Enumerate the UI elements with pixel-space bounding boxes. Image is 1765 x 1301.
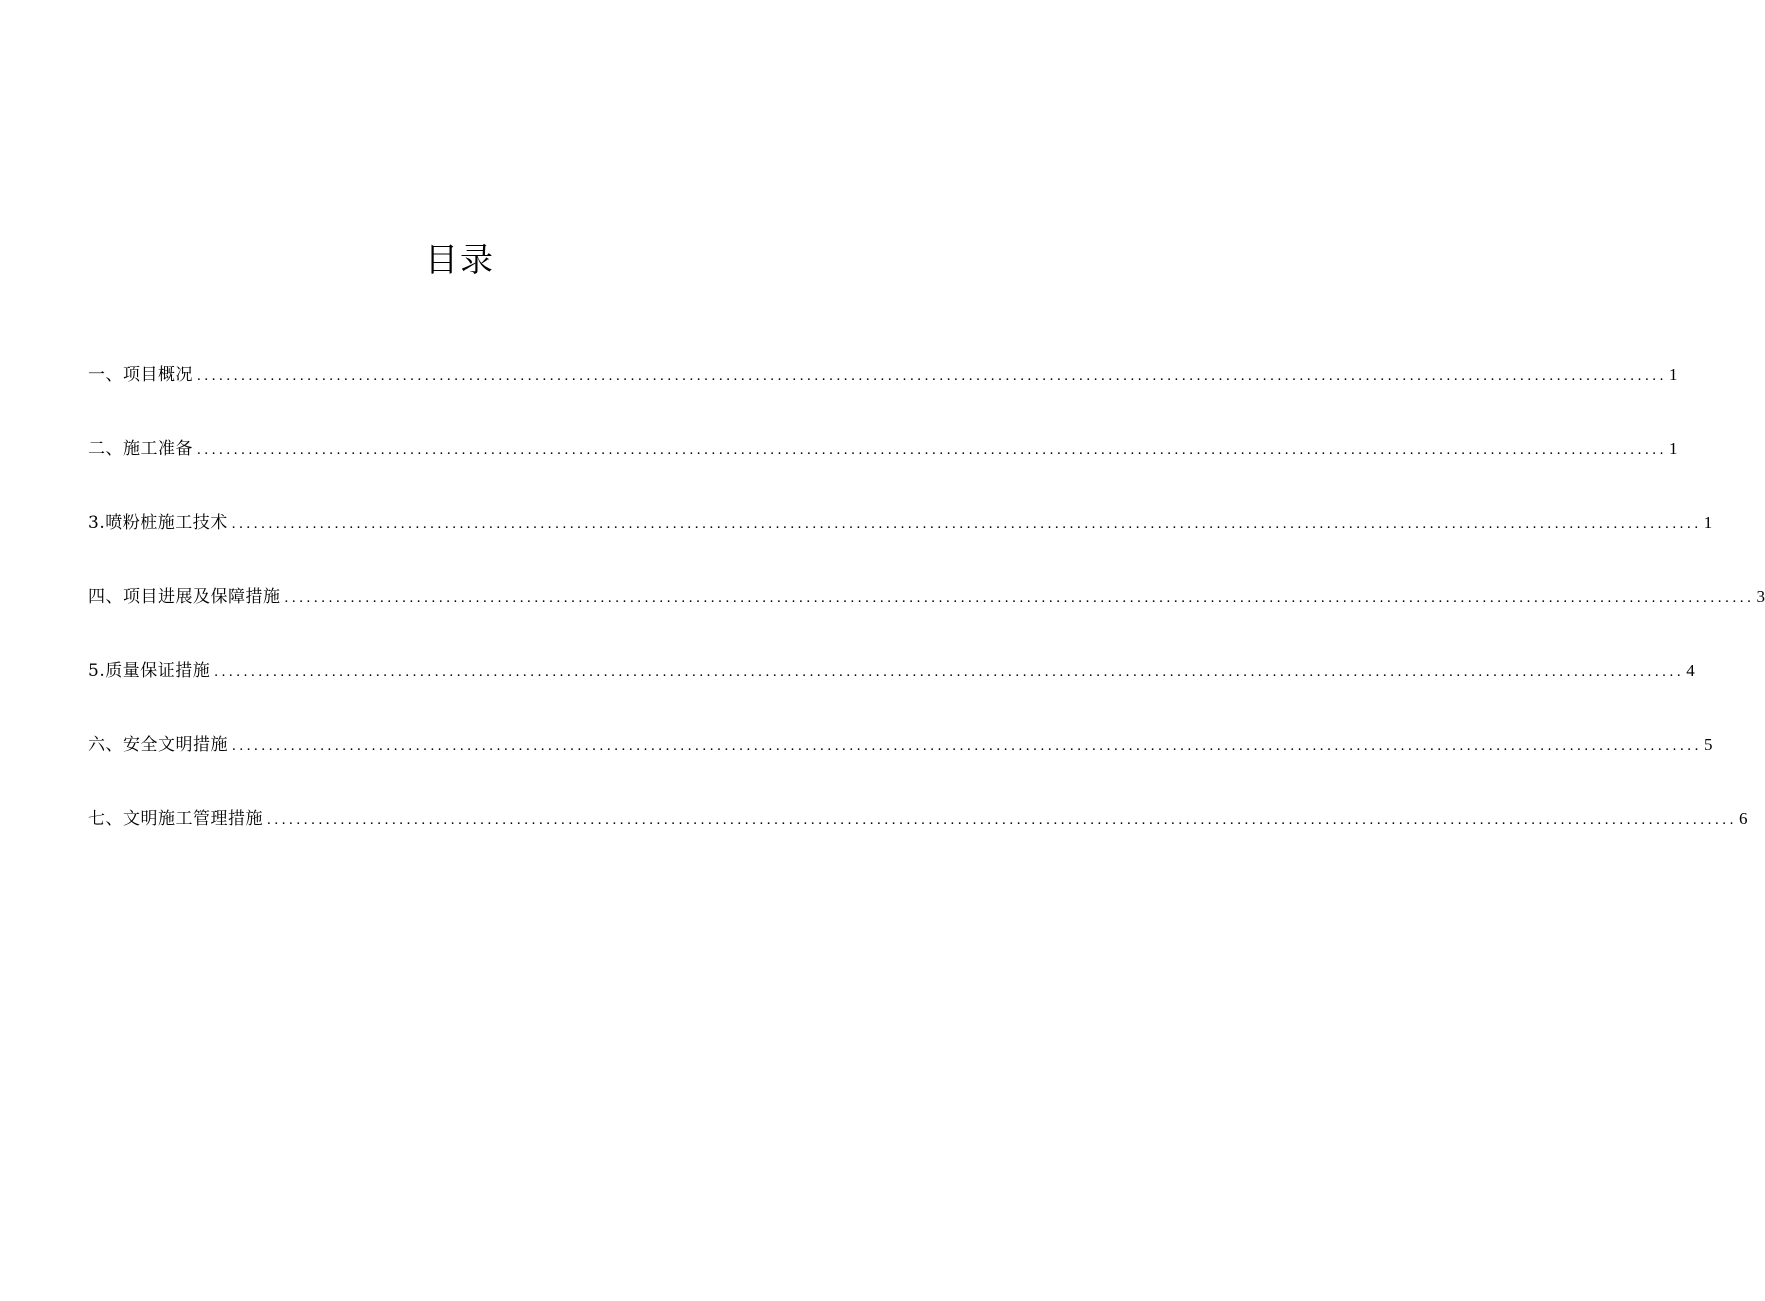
toc-leader-dots: ........................................................................................................................................................................................................ xyxy=(267,812,1737,828)
toc-entry-page: 1 xyxy=(1669,365,1678,384)
toc-entry-label: 5.质量保证措施 xyxy=(88,661,211,681)
toc-leader-dots: ........................................................................................................................................................................................................ xyxy=(214,664,1685,680)
toc-leader-dots: ........................................................................................................................................................................................................ xyxy=(231,516,1702,532)
toc-entry-page: 3 xyxy=(1756,587,1765,606)
toc-entry-label: 六、安全文明措施 xyxy=(88,735,228,755)
toc-entry[interactable] xyxy=(88,806,1748,880)
toc-entry-label: 3.喷粉桩施工技术 xyxy=(88,513,228,533)
toc-entry-page: 5 xyxy=(1704,735,1713,754)
toc-entry-label: 一、项目概况 xyxy=(88,365,193,385)
toc-entry[interactable] xyxy=(88,732,1713,806)
toc-entry[interactable] xyxy=(88,584,1765,658)
toc-entry-label: 二、施工准备 xyxy=(88,439,193,459)
toc-entry-label: 七、文明施工管理措施 xyxy=(88,809,263,829)
toc-entry-page: 6 xyxy=(1739,809,1748,828)
toc-entry-page: 1 xyxy=(1703,513,1713,532)
toc-list xyxy=(88,362,1765,880)
toc-entry[interactable] xyxy=(88,362,1678,436)
toc-entry-page: 4 xyxy=(1686,661,1695,680)
toc-leader-dots: ........................................................................................................................................................................................................ xyxy=(197,442,1667,458)
toc-title: 目录 xyxy=(425,240,495,279)
toc-entry-page: 1 xyxy=(1669,439,1678,458)
toc-entry[interactable] xyxy=(88,510,1713,584)
toc-leader-dots: ........................................................................................................................................................................................................ xyxy=(197,368,1667,384)
toc-leader-dots: ........................................................................................................................................................................................................ xyxy=(284,590,1755,606)
toc-entry[interactable] xyxy=(88,658,1695,732)
toc-leader-dots: ........................................................................................................................................................................................................ xyxy=(232,738,1702,754)
toc-entry-label: 四、项目进展及保障措施 xyxy=(88,587,281,607)
toc-entry[interactable] xyxy=(88,436,1678,510)
